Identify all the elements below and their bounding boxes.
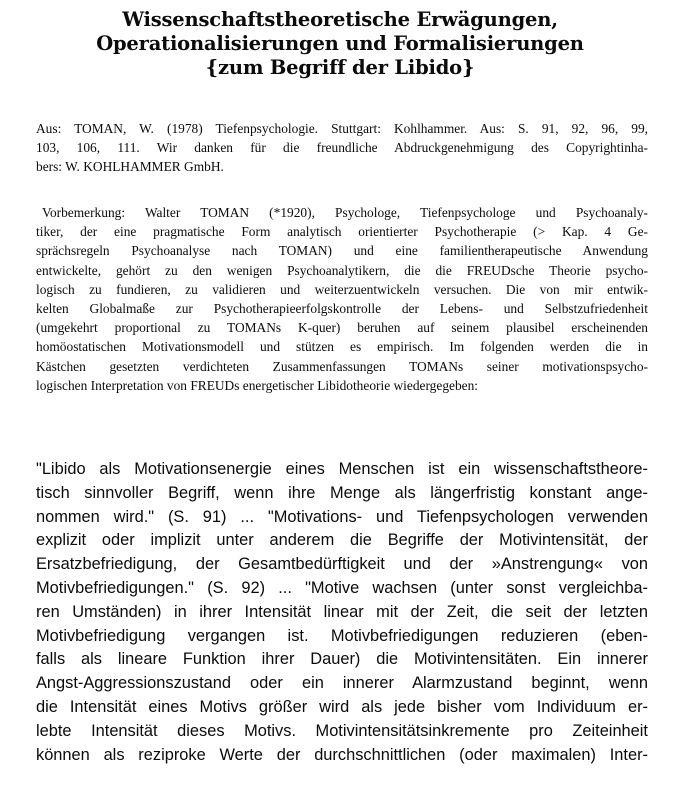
note-line: (umgekehrt proportional zu TOMANs K-quer) beruhen auf seinem plausibel erscheinenden — [36, 320, 648, 336]
title-line-3: {zum Begriff der Libido} — [205, 56, 475, 79]
quote-line: können als reziproke Werte der durchschnittlichen (oder maximalen) Inter- — [36, 745, 648, 764]
note-line: sprächsregeln Psychoanalyse nach TOMAN) und eine familientherapeutische Anwendung — [36, 243, 648, 259]
note-line: tiker, der eine pragmatische Form analytisch orientierter Psychotherapie (> Kap. 4 Ge- — [36, 224, 648, 240]
quote-line: lebte Intensität dieses Motivs. Motivintensitätsinkremente pro Zeiteinheit — [36, 721, 648, 740]
title-line-2: Operationalisierungen und Formalisierungen — [96, 32, 584, 55]
quoted-passage — [36, 458, 648, 767]
quote-line: nommen wird." (S. 91) ... "Motivations- und Tiefenpsychologen verwenden — [36, 507, 648, 526]
note-line: logisch zu fundieren, zu validieren und weiterzuentwickeln versuchen. Die von mir entwik- — [36, 281, 648, 297]
note-line: kelten Globalmaße zur Psychotherapieerfolgskontrolle der Lebens- und Selbstzufriedenheit — [36, 301, 648, 317]
note-line: Kästchen gesetzten verdichteten Zusammenfassungen TOMANs seiner motivationspsycho- — [36, 358, 648, 374]
quote-line: Motivbefriedigungen." (S. 92) ... "Motive wachsen (unter sonst vergleichba- — [36, 578, 648, 597]
note-line: homöostatischen Motivationsmodell und stützen es empirisch. Im folgenden werden die in — [36, 339, 648, 355]
source-citation — [36, 119, 648, 176]
quote-line: Motivbefriedigung vergangen ist. Motivbefriedigungen reduzieren (eben- — [36, 626, 648, 645]
quote-line: Ersatzbefriedigung, der Gesamtbedürftigkeit und der »Anstrengung« von — [36, 555, 648, 574]
source-line: bers: W. KOHLHAMMER GmbH. — [36, 159, 224, 174]
quote-line: explizit oder implizit unter anderem die Begriffe der Motivintensität, der — [36, 531, 648, 550]
title-line-1: Wissenschaftstheoretische Erwägungen, — [122, 8, 558, 31]
quote-line: Angst-Aggressionszustand oder ein innerer Alarmzustand beginnt, wenn — [36, 674, 648, 693]
quote-line: ren Umständen) in ihrer Intensität linear mit der Zeit, die seit der letzten — [36, 602, 648, 621]
document-title — [40, 8, 640, 80]
note-line: logischen Interpretation von FREUDs energetischer Libidotheorie wiedergegeben: — [36, 377, 479, 393]
preliminary-note — [36, 203, 648, 395]
note-line: Vorbemerkung: Walter TOMAN (*1920), Psychologe, Tiefenpsychologe und Psychoanaly- — [42, 205, 648, 220]
quote-line: die Intensität eines Motivs größer wird als jede bisher vom Individuum er- — [36, 697, 648, 716]
note-line: entwickelte, gehört zu den wenigen Psychoanalytikern, die die FREUDsche Theorie psycho- — [36, 262, 648, 278]
quote-line: "Libido als Motivationsenergie eines Menschen ist ein wissenschaftstheore- — [36, 460, 648, 478]
quote-line: falls als lineare Funktion ihrer Dauer) die Motivintensitäten. Ein innerer — [36, 650, 648, 669]
source-line: Aus: TOMAN, W. (1978) Tiefenpsychologie. Stuttgart: Kohlhammer. Aus: S. 91, 92, 96, 99, — [36, 121, 648, 136]
quote-line: tisch sinnvoller Begriff, wenn ihre Menge als längerfristig konstant ange- — [36, 483, 648, 502]
source-line: 103, 106, 111. Wir danken für die freundliche Abdruckgenehmigung des Copyrightinha- — [36, 140, 648, 155]
